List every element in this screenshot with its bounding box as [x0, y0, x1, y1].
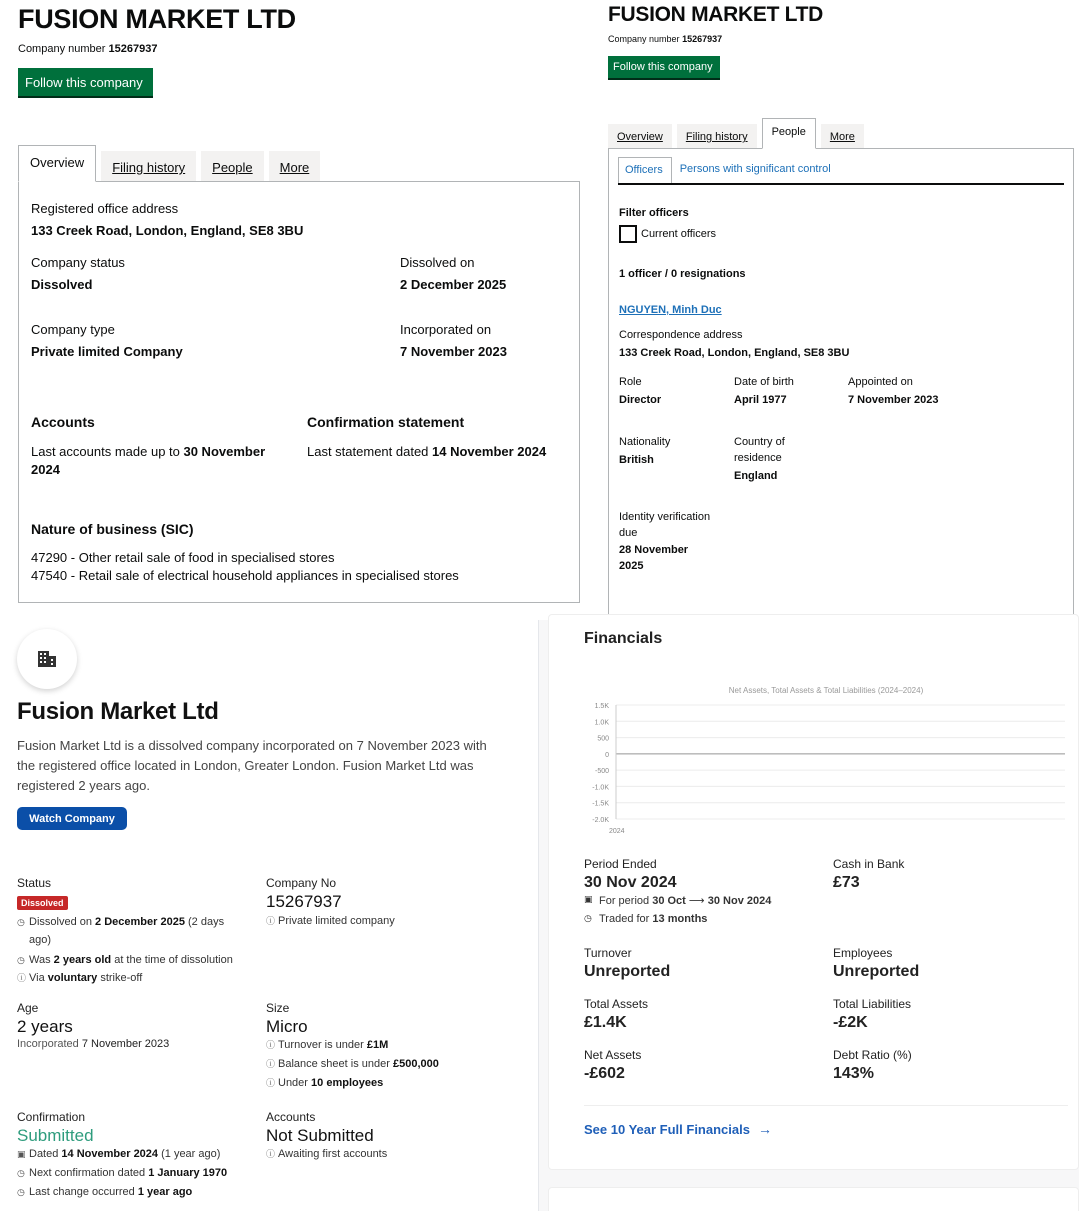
total-liabilities-label: Total Liabilities — [833, 997, 912, 1011]
total-liabilities-value: -£2K — [833, 1014, 868, 1031]
accounts-note: ⓘ Awaiting first accounts — [266, 1145, 387, 1163]
next-card-edge — [548, 1187, 1079, 1211]
company-type-label: Company type — [31, 322, 115, 337]
incorporated-label: Incorporated on — [400, 322, 492, 337]
status-label: Status — [17, 876, 52, 890]
accounts-label: Accounts — [266, 1110, 316, 1124]
current-officers-label: Current officers — [641, 228, 716, 240]
appointed-value: 7 November 2023 — [848, 394, 939, 406]
size-value: Micro — [266, 1017, 308, 1036]
total-assets-label: Total Assets — [584, 997, 649, 1011]
status-value: Dissolved — [31, 277, 93, 292]
clock-icon: ◷ — [17, 1168, 25, 1178]
follow-company-button[interactable]: Follow this company — [608, 56, 720, 78]
confirmation-notes — [17, 1145, 267, 1201]
y-tick-label: -1.0K — [592, 784, 609, 792]
confirmation-heading: Confirmation statement — [307, 414, 465, 430]
company-name: Fusion Market Ltd — [17, 698, 219, 725]
net-assets-label: Net Assets — [584, 1048, 642, 1062]
info-icon: ⓘ — [17, 973, 27, 983]
cash-label: Cash in Bank — [833, 857, 905, 871]
company-no-value: 15267937 — [266, 892, 342, 911]
watch-company-button[interactable]: Watch Company — [17, 807, 127, 830]
registered-office-label: Registered office address — [31, 201, 179, 216]
financials-card — [548, 614, 1079, 1170]
confirmation-dated-note: ▣ Dated 14 November 2024 (1 year ago) — [17, 1145, 267, 1163]
info-icon: ⓘ — [266, 916, 276, 926]
y-tick-label: 1.5K — [594, 703, 609, 710]
correspondence-address: 133 Creek Road, London, England, SE8 3BU — [619, 347, 850, 359]
size-notes — [266, 1036, 526, 1092]
residence-label: Country of residence — [734, 436, 785, 464]
profile-section — [0, 620, 538, 1211]
clock-icon: ◷ — [584, 913, 592, 923]
company-number: Company number 15267937 — [18, 43, 158, 55]
ch-people-panel — [600, 0, 1079, 620]
info-icon: ⓘ — [266, 1040, 276, 1050]
cash-value: £73 — [833, 874, 860, 891]
info-icon: ⓘ — [266, 1078, 276, 1088]
clock-icon: ◷ — [17, 917, 25, 927]
next-confirmation-note: ◷ Next confirmation dated 1 January 1970 — [17, 1164, 267, 1182]
dissolved-label: Dissolved on — [400, 255, 475, 270]
tab-more[interactable]: More — [821, 124, 864, 149]
employees-label: Employees — [833, 946, 893, 960]
sic-item: 47290 - Other retail sale of food in specialised stores — [31, 550, 335, 565]
dissolved-value: 2 December 2025 — [400, 277, 507, 292]
employees-note: ⓘ Under 10 employees — [266, 1074, 526, 1092]
people-panel — [608, 148, 1074, 615]
see-full-financials-link[interactable]: See 10 Year Full Financials → — [584, 1121, 772, 1137]
last-change-note: ◷ Last change occurred 1 year ago — [17, 1183, 267, 1201]
role-label: Role — [619, 376, 642, 388]
debt-ratio-value: 143% — [833, 1065, 874, 1082]
y-tick-label: 1.0K — [594, 719, 609, 727]
info-icon: ⓘ — [266, 1149, 276, 1159]
current-officers-checkbox[interactable] — [619, 225, 637, 243]
age-at-dissolution-note: ◷ Was 2 years old at the time of dissolution — [17, 951, 247, 969]
sic-item: 47540 - Retail sale of electrical household appliances in specialised stores — [31, 568, 459, 583]
company-tabs — [608, 118, 869, 149]
overview-panel — [18, 181, 580, 603]
period-label: Period Ended — [584, 857, 657, 871]
company-title: FUSION MARKET LTD — [608, 3, 823, 26]
incorporated-value: 7 November 2023 — [400, 344, 507, 359]
subtab-officers[interactable]: Officers — [618, 157, 672, 183]
role-value: Director — [619, 394, 662, 406]
size-label: Size — [266, 1001, 290, 1015]
people-subtabs — [618, 157, 1064, 185]
officer-summary: 1 officer / 0 resignations — [619, 268, 746, 280]
accounts-heading: Accounts — [31, 414, 95, 430]
y-tick-label: 0 — [605, 751, 609, 759]
company-no-label: Company No — [266, 876, 337, 890]
filter-heading: Filter officers — [619, 207, 689, 219]
tab-filing-history[interactable]: Filing history — [101, 151, 196, 182]
correspondence-label: Correspondence address — [619, 329, 743, 341]
company-tabs — [18, 145, 325, 182]
y-tick-label: -1.5K — [592, 800, 609, 808]
arrow-right-icon: → — [757, 1121, 772, 1137]
status-notes — [17, 913, 247, 987]
calendar-icon: ▣ — [584, 894, 593, 904]
accounts-text: Last accounts made up to 30 November 2024 — [31, 444, 266, 477]
total-assets-value: £1.4K — [584, 1014, 627, 1031]
company-type-value: Private limited Company — [31, 344, 183, 359]
age-value: 2 years — [17, 1017, 73, 1036]
info-icon: ⓘ — [266, 1059, 276, 1069]
employees-value: Unreported — [833, 963, 920, 980]
ch-overview-panel — [0, 0, 600, 620]
financials-heading: Financials — [584, 630, 663, 647]
company-type-note: ⓘ Private limited company — [266, 912, 395, 930]
chart-title: Net Assets, Total Assets & Total Liabilities (2024–2024) — [728, 686, 924, 695]
idv-value: 28 November 2025 — [619, 544, 689, 572]
clock-icon: ◷ — [17, 1187, 25, 1197]
turnover-label: Turnover — [584, 946, 632, 960]
strike-off-note: ⓘ Via voluntary strike-off — [17, 969, 247, 987]
building-icon — [37, 649, 57, 669]
turnover-note: ⓘ Turnover is under £1M — [266, 1036, 526, 1054]
status-badge: Dissolved — [17, 896, 68, 910]
accounts-value: Not Submitted — [266, 1126, 374, 1145]
calendar-icon: ▣ — [17, 1149, 26, 1159]
debt-ratio-label: Debt Ratio (%) — [833, 1048, 912, 1062]
confirmation-value: Submitted — [17, 1126, 94, 1145]
tab-more[interactable]: More — [269, 151, 321, 182]
clock-icon: ◷ — [17, 955, 25, 965]
y-tick-label: 500 — [597, 735, 609, 743]
company-title: FUSION MARKET LTD — [18, 4, 296, 34]
company-description: Fusion Market Ltd is a dissolved company incorporated on 7 November 2023 with the registered office located in London, Greater London. Fusion Market Ltd was registered 2 years ago. — [17, 738, 487, 793]
company-number: Company number 15267937 — [608, 34, 723, 44]
traded-note: ◷ Traded for 13 months — [584, 913, 708, 925]
y-tick-label: -2.0K — [592, 817, 609, 824]
balance-note: ⓘ Balance sheet is under £500,000 — [266, 1055, 526, 1073]
sic-heading: Nature of business (SIC) — [31, 521, 194, 537]
follow-company-button[interactable]: Follow this company — [18, 68, 153, 96]
financials-chart — [549, 683, 1079, 843]
tab-overview[interactable]: Overview — [18, 145, 96, 182]
period-range-note: ▣ For period 30 Oct ⟶ 30 Nov 2024 — [584, 894, 772, 907]
net-assets-value: -£602 — [584, 1065, 625, 1082]
subtab-psc[interactable]: Persons with significant control — [679, 163, 831, 175]
age-label: Age — [17, 1001, 39, 1015]
idv-label: Identity verification due — [619, 511, 711, 539]
x-tick-label: 2024 — [609, 828, 625, 835]
period-value: 30 Nov 2024 — [584, 874, 677, 891]
dob-label: Date of birth — [734, 376, 794, 388]
registered-office: 133 Creek Road, London, England, SE8 3BU — [31, 223, 304, 238]
dissolved-note: ◷ Dissolved on 2 December 2025 (2 days ago) — [17, 913, 247, 949]
y-tick-label: -500 — [594, 768, 609, 776]
current-officers-filter[interactable] — [619, 225, 716, 243]
appointed-label: Appointed on — [848, 376, 913, 388]
confirmation-label: Confirmation — [17, 1110, 86, 1124]
status-label: Company status — [31, 255, 125, 270]
officer-name-link[interactable]: NGUYEN, Minh Duc — [619, 304, 722, 316]
residence-value: England — [734, 470, 778, 482]
tab-overview[interactable]: Overview — [608, 124, 672, 149]
company-avatar — [17, 629, 77, 689]
tab-filing-history[interactable]: Filing history — [677, 124, 757, 149]
tab-people[interactable]: People — [201, 151, 263, 182]
financials-divider — [584, 1105, 1068, 1106]
nationality-label: Nationality — [619, 436, 671, 448]
tab-people[interactable]: People — [762, 118, 816, 149]
status-badge-wrap — [17, 893, 68, 911]
nationality-value: British — [619, 454, 654, 466]
age-incorporated: Incorporated 7 November 2023 — [17, 1038, 170, 1050]
confirmation-text: Last statement dated 14 November 2024 — [307, 444, 547, 459]
dob-value: April 1977 — [734, 394, 787, 406]
turnover-value: Unreported — [584, 963, 671, 980]
